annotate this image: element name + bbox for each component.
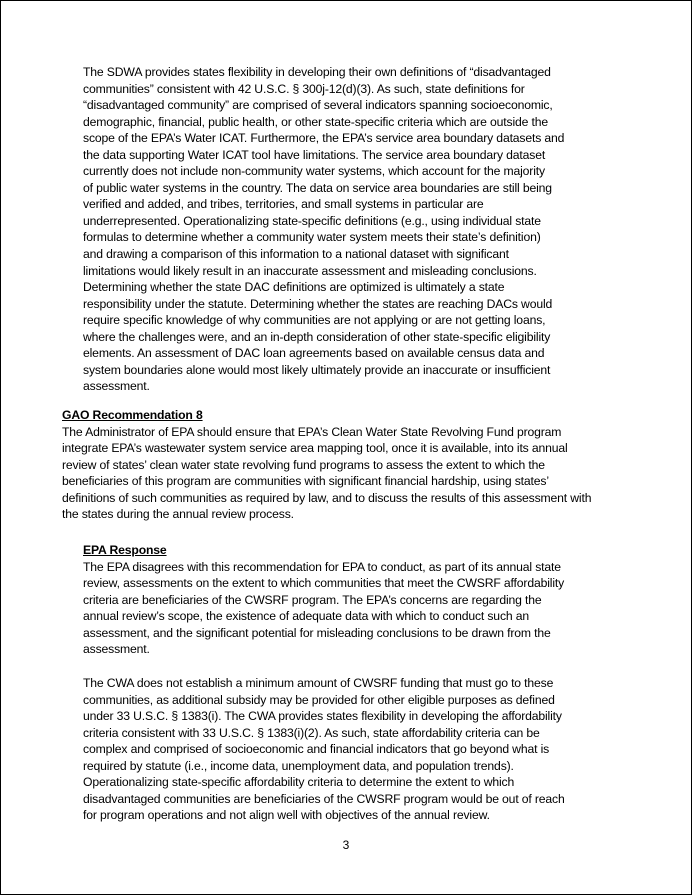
text-line: The CWA does not establish a minimum amount of CWSRF funding that must go to these [83, 676, 554, 690]
text-line: assessment, and the significant potential for misleading conclusions to be drawn from the [83, 625, 551, 640]
text-line: limitations would likely result in an inaccurate assessment and misleading conclusions. [83, 263, 537, 278]
text-line: “disadvantaged community” are comprised of several indicators spanning socioeconomic, [83, 98, 553, 113]
text-line: the states during the annual review process. [62, 507, 294, 522]
text-line: communities, as additional subsidy may be provided for other eligible purposes as defined [83, 692, 555, 707]
text-line: elements. An assessment of DAC loan agreements based on available census data and [83, 346, 545, 361]
text-line: review of states’ clean water state revolving fund programs to assess the extent to which the [62, 457, 545, 472]
text-line: of public water systems in the country. The data on service area boundaries are still being [83, 180, 552, 195]
text-line: annual review’s scope, the existence of adequate data with which to conduct such an [83, 609, 530, 624]
text-line: underrepresented. Operationalizing state-specific definitions (e.g., using individual state [83, 213, 541, 228]
text-line: scope of the EPA’s Water ICAT. Furthermore, the EPA’s service area boundary datasets and [83, 131, 565, 146]
text-line: criteria consistent with 33 U.S.C. § 1383(i)(2). As such, state affordability criteria can be [83, 725, 540, 740]
text-line: The Administrator of EPA should ensure that EPA’s Clean Water State Revolving Fund program [62, 424, 562, 439]
text-line: assessment. [83, 642, 150, 657]
text-line: review, assessments on the extent to which communities that meet the CWSRF affordability [83, 576, 565, 591]
text-line: beneficiaries of this program are communities with significant financial hardship, using states’ [62, 474, 549, 489]
text-line: formulas to determine whether a community water system meets their state’s definition) [83, 230, 541, 245]
text-line: the data supporting Water ICAT tool have limitations. The service area boundary dataset [83, 147, 546, 162]
text-line: disadvantaged communities are beneficiaries of the CWSRF program would be out of reach [83, 791, 565, 806]
page-number: 3 [342, 838, 350, 852]
sdwa-paragraph [83, 64, 564, 395]
text-line: assessment. [83, 379, 150, 394]
text-line: The EPA disagrees with this recommendation for EPA to conduct, as part of its annual state [83, 559, 561, 574]
text-line: Determining whether the state DAC definitions are optimized is ultimately a state [83, 280, 505, 295]
text-line: required by statute (i.e., income data, unemployment data, and population trends). [83, 758, 514, 773]
gao-recommendation-section [62, 407, 591, 523]
text-line: for program operations and not align well with objectives of the annual review. [83, 808, 490, 823]
text-line: Operationalizing state-specific affordability criteria to determine the extent to which [83, 775, 515, 790]
text-line: The SDWA provides states flexibility in developing their own definitions of “disadvantaged [83, 65, 551, 79]
text-line: responsibility under the statute. Determining whether the states are reaching DACs would [83, 296, 553, 311]
text-line: criteria are beneficiaries of the CWSRF program. The EPA’s concerns are regarding the [83, 592, 542, 607]
epa-response-section [83, 542, 564, 658]
text-line: currently does not include non-community water systems, which account for the majority [83, 164, 545, 179]
text-line: communities” consistent with 42 U.S.C. § 300j-12(d)(3). As such, state definitions for [83, 81, 525, 96]
text-line: verified and added, and tribes, territories, and small systems in particular are [83, 197, 484, 212]
text-line: demographic, financial, public health, or other state-specific criteria which are outside the [83, 114, 548, 129]
text-line: require specific knowledge of why communities are not applying or are not getting loans, [83, 313, 546, 328]
text-line: where the challenges were, and an in-depth consideration of other state-specific eligibility [83, 329, 551, 344]
text-line: integrate EPA’s wastewater system service area mapping tool, once it is available, into its annual [62, 441, 568, 456]
text-line: system boundaries alone would most likely ultimately provide an inaccurate or insufficient [83, 362, 551, 377]
text-line: under 33 U.S.C. § 1383(i). The CWA provides states flexibility in developing the affordability [83, 709, 562, 724]
text-line: and drawing a comparison of this information to a national dataset with significant [83, 247, 509, 262]
text-line: complex and comprised of socioeconomic and financial indicators that go beyond what is [83, 742, 550, 757]
section-heading: EPA Response [83, 543, 167, 557]
section-heading: GAO Recommendation 8 [62, 408, 203, 422]
text-line: definitions of such communities as required by law, and to discuss the results of this assessment with [62, 490, 592, 505]
cwa-paragraph [83, 675, 565, 824]
